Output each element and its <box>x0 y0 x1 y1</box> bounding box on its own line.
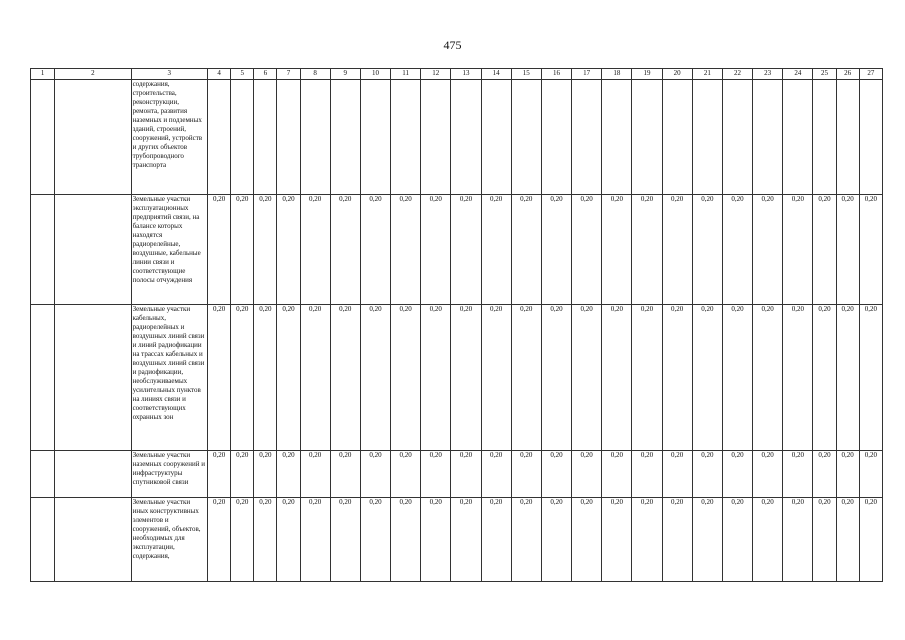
rate-value-cell <box>753 80 783 195</box>
column-number-header: 8 <box>300 69 330 80</box>
rate-value-cell: 0,20 <box>300 195 330 305</box>
rate-value-cell: 0,20 <box>572 305 602 451</box>
table-row <box>31 195 883 305</box>
rate-value-cell: 0,20 <box>481 498 511 582</box>
column-number-header: 27 <box>859 69 882 80</box>
rate-value-cell: 0,20 <box>632 451 662 498</box>
rate-value-cell: 0,20 <box>511 451 541 498</box>
column-number-header: 21 <box>692 69 722 80</box>
rate-value-cell: 0,20 <box>300 305 330 451</box>
rate-value-cell: 0,20 <box>277 451 300 498</box>
rate-value-cell <box>330 80 360 195</box>
rate-value-cell: 0,20 <box>662 498 692 582</box>
column-number-header: 16 <box>541 69 571 80</box>
rate-value-cell: 0,20 <box>421 451 451 498</box>
column-number-header: 3 <box>131 69 207 80</box>
rate-value-cell: 0,20 <box>481 305 511 451</box>
rate-value-cell: 0,20 <box>421 498 451 582</box>
rate-value-cell: 0,20 <box>692 498 722 582</box>
rate-value-cell: 0,20 <box>208 195 231 305</box>
rate-value-cell <box>783 80 813 195</box>
column-number-header: 23 <box>753 69 783 80</box>
rate-value-cell: 0,20 <box>783 195 813 305</box>
rate-value-cell <box>692 80 722 195</box>
rate-value-cell: 0,20 <box>208 305 231 451</box>
rate-value-cell <box>859 80 882 195</box>
rate-value-cell <box>277 80 300 195</box>
rate-value-cell: 0,20 <box>254 498 277 582</box>
category-cell <box>55 80 131 195</box>
column-number-header: 17 <box>572 69 602 80</box>
rate-value-cell: 0,20 <box>572 195 602 305</box>
column-number-header: 14 <box>481 69 511 80</box>
rate-value-cell: 0,20 <box>511 498 541 582</box>
rate-value-cell <box>231 80 254 195</box>
table-row <box>31 80 883 195</box>
column-number-header: 1 <box>31 69 55 80</box>
rate-value-cell <box>813 80 836 195</box>
rate-value-cell <box>541 80 571 195</box>
rate-value-cell: 0,20 <box>300 498 330 582</box>
row-number-cell <box>31 195 55 305</box>
rate-value-cell: 0,20 <box>330 195 360 305</box>
rate-value-cell: 0,20 <box>208 498 231 582</box>
rate-value-cell: 0,20 <box>602 195 632 305</box>
rate-value-cell: 0,20 <box>541 195 571 305</box>
rate-value-cell: 0,20 <box>632 498 662 582</box>
column-number-header: 5 <box>231 69 254 80</box>
rate-value-cell: 0,20 <box>208 451 231 498</box>
rate-value-cell: 0,20 <box>662 195 692 305</box>
rate-value-cell <box>451 80 481 195</box>
rate-value-cell <box>300 80 330 195</box>
rate-value-cell: 0,20 <box>451 305 481 451</box>
rate-value-cell <box>632 80 662 195</box>
rate-value-cell <box>602 80 632 195</box>
rate-value-cell: 0,20 <box>859 451 882 498</box>
rate-value-cell: 0,20 <box>783 451 813 498</box>
rate-value-cell: 0,20 <box>859 305 882 451</box>
column-number-header: 9 <box>330 69 360 80</box>
row-number-cell <box>31 305 55 451</box>
column-number-header: 2 <box>55 69 131 80</box>
column-number-header: 22 <box>722 69 752 80</box>
rate-value-cell: 0,20 <box>602 451 632 498</box>
rate-value-cell: 0,20 <box>632 195 662 305</box>
rate-value-cell: 0,20 <box>254 451 277 498</box>
rate-value-cell: 0,20 <box>783 498 813 582</box>
rate-value-cell: 0,20 <box>231 305 254 451</box>
rate-value-cell: 0,20 <box>692 451 722 498</box>
rate-value-cell: 0,20 <box>836 498 859 582</box>
rate-value-cell <box>391 80 421 195</box>
rate-value-cell: 0,20 <box>391 305 421 451</box>
column-number-header: 7 <box>277 69 300 80</box>
rate-value-cell: 0,20 <box>572 451 602 498</box>
category-cell <box>55 498 131 582</box>
rate-value-cell <box>722 80 752 195</box>
column-number-header: 15 <box>511 69 541 80</box>
rate-value-cell: 0,20 <box>722 498 752 582</box>
column-number-header: 6 <box>254 69 277 80</box>
rate-value-cell: 0,20 <box>481 451 511 498</box>
rate-value-cell: 0,20 <box>360 498 390 582</box>
land-use-description: Земельные участки иных конструктивных элементов и сооружений, объектов, необходимых для эксплуатации, содержания, <box>131 498 207 582</box>
rate-value-cell <box>360 80 390 195</box>
column-number-header: 4 <box>208 69 231 80</box>
rate-value-cell: 0,20 <box>421 305 451 451</box>
column-number-header: 26 <box>836 69 859 80</box>
column-number-header: 20 <box>662 69 692 80</box>
rate-value-cell: 0,20 <box>783 305 813 451</box>
rate-value-cell: 0,20 <box>451 498 481 582</box>
rate-value-cell: 0,20 <box>511 195 541 305</box>
land-use-description: Земельные участки наземных сооружений и инфраструктуры спутниковой связи <box>131 451 207 498</box>
column-number-header: 19 <box>632 69 662 80</box>
rate-value-cell <box>511 80 541 195</box>
rate-value-cell: 0,20 <box>722 195 752 305</box>
rate-value-cell: 0,20 <box>662 305 692 451</box>
category-cell <box>55 195 131 305</box>
rate-value-cell <box>662 80 692 195</box>
rate-value-cell: 0,20 <box>541 451 571 498</box>
rate-value-cell: 0,20 <box>481 195 511 305</box>
rate-value-cell: 0,20 <box>722 451 752 498</box>
column-number-header: 10 <box>360 69 390 80</box>
rate-value-cell: 0,20 <box>231 451 254 498</box>
rate-value-cell: 0,20 <box>451 195 481 305</box>
rate-value-cell: 0,20 <box>231 195 254 305</box>
rate-value-cell: 0,20 <box>231 498 254 582</box>
column-number-header: 11 <box>391 69 421 80</box>
rate-value-cell: 0,20 <box>391 195 421 305</box>
rate-value-cell: 0,20 <box>692 195 722 305</box>
table-row <box>31 305 883 451</box>
rate-value-cell: 0,20 <box>753 498 783 582</box>
rate-value-cell <box>572 80 602 195</box>
column-number-header: 13 <box>451 69 481 80</box>
rates-table <box>30 68 883 582</box>
rate-value-cell: 0,20 <box>836 451 859 498</box>
table-row <box>31 498 883 582</box>
row-number-cell <box>31 498 55 582</box>
rate-value-cell: 0,20 <box>277 195 300 305</box>
land-use-description: содержания, строительства, реконструкции, ремонта, развития наземных и подземных зданий, строений, сооружений, устройств и других объектов трубопроводного транспорта <box>131 80 207 195</box>
rate-value-cell: 0,20 <box>602 305 632 451</box>
rate-value-cell: 0,20 <box>330 451 360 498</box>
rate-value-cell: 0,20 <box>277 305 300 451</box>
rate-value-cell: 0,20 <box>391 451 421 498</box>
rate-value-cell: 0,20 <box>753 195 783 305</box>
rate-value-cell: 0,20 <box>391 498 421 582</box>
rate-value-cell: 0,20 <box>722 305 752 451</box>
rate-value-cell: 0,20 <box>692 305 722 451</box>
rate-value-cell: 0,20 <box>859 498 882 582</box>
row-number-cell <box>31 451 55 498</box>
rate-value-cell: 0,20 <box>421 195 451 305</box>
rate-value-cell <box>254 80 277 195</box>
rate-value-cell <box>481 80 511 195</box>
rate-value-cell: 0,20 <box>330 305 360 451</box>
rate-value-cell: 0,20 <box>813 305 836 451</box>
rate-value-cell: 0,20 <box>330 498 360 582</box>
rate-value-cell <box>836 80 859 195</box>
rate-value-cell: 0,20 <box>511 305 541 451</box>
rate-value-cell: 0,20 <box>254 305 277 451</box>
rate-value-cell <box>208 80 231 195</box>
rate-value-cell: 0,20 <box>360 195 390 305</box>
rate-value-cell: 0,20 <box>859 195 882 305</box>
rate-value-cell: 0,20 <box>602 498 632 582</box>
rate-value-cell <box>421 80 451 195</box>
rate-value-cell: 0,20 <box>360 451 390 498</box>
page-number: 475 <box>443 38 462 52</box>
column-number-header: 25 <box>813 69 836 80</box>
rate-value-cell: 0,20 <box>300 451 330 498</box>
rate-value-cell: 0,20 <box>836 195 859 305</box>
rate-value-cell: 0,20 <box>572 498 602 582</box>
rate-value-cell: 0,20 <box>836 305 859 451</box>
rate-value-cell: 0,20 <box>632 305 662 451</box>
table-row <box>31 451 883 498</box>
rate-value-cell: 0,20 <box>813 195 836 305</box>
column-number-header: 24 <box>783 69 813 80</box>
rate-value-cell: 0,20 <box>813 498 836 582</box>
rate-value-cell: 0,20 <box>813 451 836 498</box>
land-use-description: Земельные участки эксплуатационных предприятий связи, на балансе которых находятся радиорелейные, воздушные, кабельные линии связи и соответствующие полосы отчуждения <box>131 195 207 305</box>
rate-value-cell: 0,20 <box>753 451 783 498</box>
rate-value-cell: 0,20 <box>360 305 390 451</box>
row-number-cell <box>31 80 55 195</box>
category-cell <box>55 451 131 498</box>
land-use-description: Земельные участки кабельных, радиорелейных и воздушных линий связи и линий радиофикации на трассах кабельных и воздушных линий связи и радиофикации, необслуживаемых усилительных пунктов на линиях связи и соответствующих охранных зон <box>131 305 207 451</box>
rate-value-cell: 0,20 <box>541 305 571 451</box>
category-cell <box>55 305 131 451</box>
rate-value-cell: 0,20 <box>662 451 692 498</box>
column-number-row <box>31 69 883 80</box>
rate-value-cell: 0,20 <box>541 498 571 582</box>
rate-value-cell: 0,20 <box>254 195 277 305</box>
column-number-header: 18 <box>602 69 632 80</box>
rate-value-cell: 0,20 <box>277 498 300 582</box>
rate-value-cell: 0,20 <box>753 305 783 451</box>
column-number-header: 12 <box>421 69 451 80</box>
rate-value-cell: 0,20 <box>451 451 481 498</box>
